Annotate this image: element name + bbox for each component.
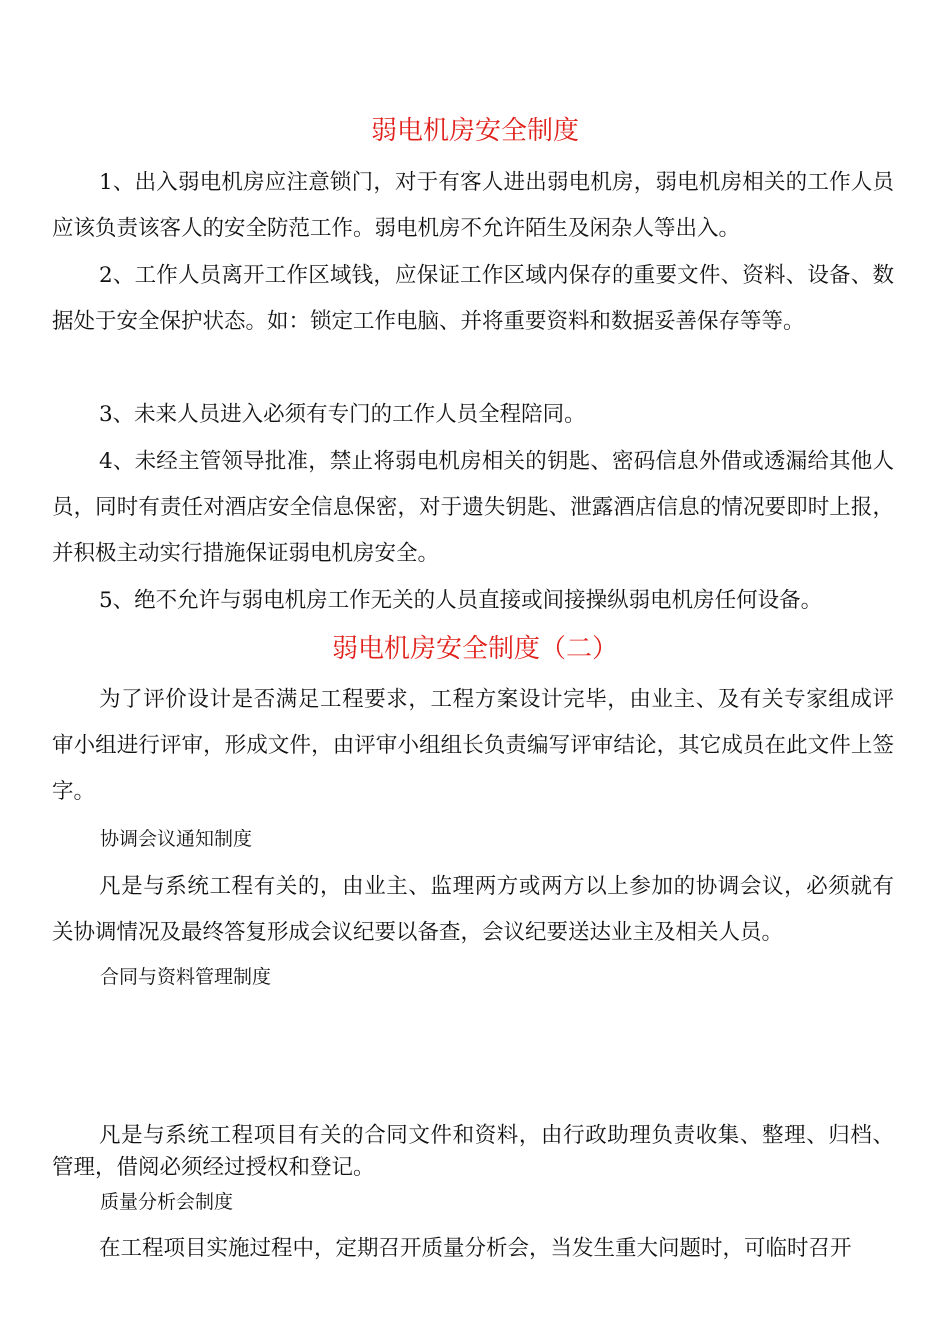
meeting-subheading: 协调会议通知制度 [100,828,253,850]
contract-subheading: 合同与资料管理制度 [100,966,272,988]
review-paragraph: 为了评价设计是否满足工程要求，工程方案设计完毕，由业主、及有关专家组成评审小组进行评审，形成文件，由评审小组组长负责编写评审结论，其它成员在此文件上签字。 [52,687,894,804]
quality-subheading: 质量分析会制度 [100,1191,234,1213]
quality-paragraph: 在工程项目实施过程中，定期召开质量分析会，当发生重大问题时，可临时召开 [99,1236,852,1261]
rule-1: 1、出入弱电机房应注意锁门，对于有客人进出弱电机房，弱电机房相关的工作人员应该负责该客人的安全防范工作。弱电机房不允许陌生及闲杂人等出入。 [52,170,894,241]
document-title: 弱电机房安全制度 [370,116,579,146]
rule-3: 3、未来人员进入必须有专门的工作人员全程陪同。 [99,402,586,427]
rule-4: 4、未经主管领导批准，禁止将弱电机房相关的钥匙、密码信息外借或透漏给其他人员，同时有责任对酒店安全信息保密，对于遗失钥匙、泄露酒店信息的情况要即时上报，并积极主动实行措施保证弱电机房安全。 [52,449,894,566]
rule-5: 5、绝不允许与弱电机房工作无关的人员直接或间接操纵弱电机房任何设备。 [99,588,823,613]
meeting-paragraph: 凡是与系统工程有关的，由业主、监理两方或两方以上参加的协调会议，必须就有关协调情况及最终答复形成会议纪要以备查，会议纪要送达业主及相关人员。 [52,874,894,945]
section-title-2: 弱电机房安全制度（二） [331,634,618,664]
contract-paragraph: 凡是与系统工程项目有关的合同文件和资料，由行政助理负责收集、整理、归档、管理，借阅必须经过授权和登记。 [52,1123,894,1180]
rule-2: 2、工作人员离开工作区域钱，应保证工作区域内保存的重要文件、资料、设备、数据处于安全保护状态。如：锁定工作电脑、并将重要资料和数据妥善保存等等。 [52,263,894,334]
